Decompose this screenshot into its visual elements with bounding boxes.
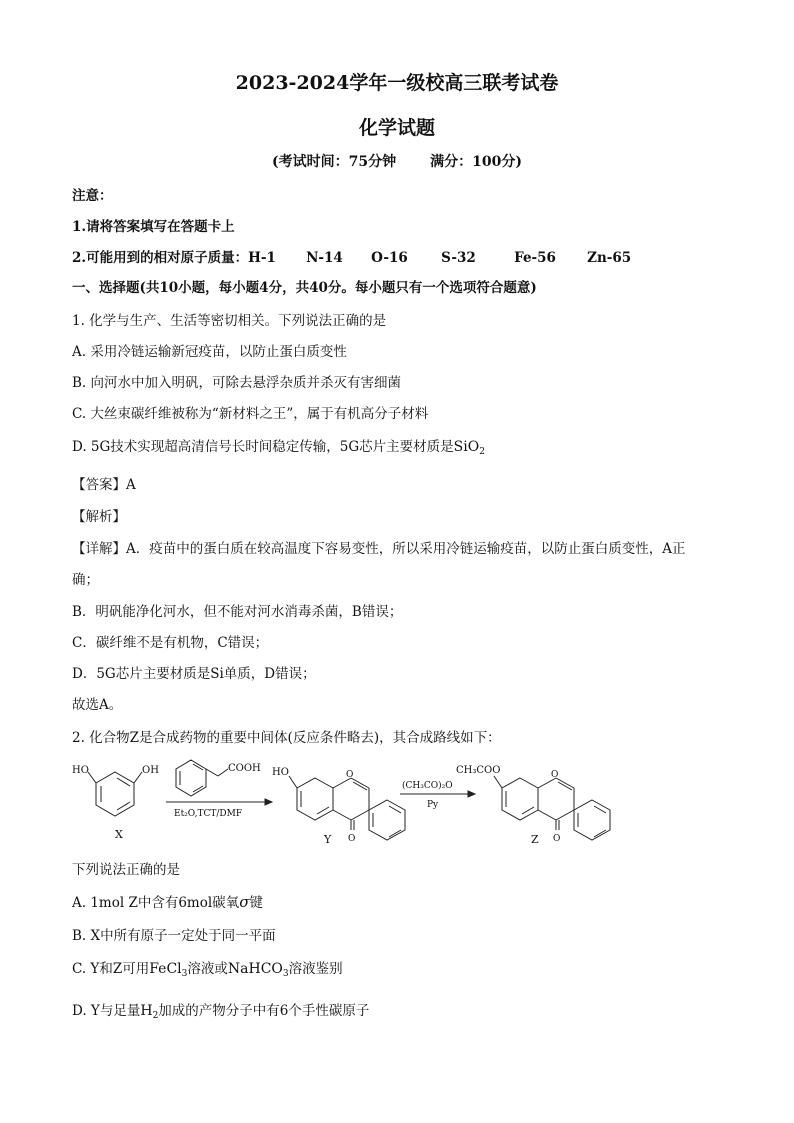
q2-option-a: A. 1mol Z中含有6mol碳氧σ键: [72, 893, 263, 911]
notes-heading: 注意：: [72, 188, 113, 204]
q1-detail-b: B．明矾能净化河水，但不能对河水消毒杀菌，B错误；: [72, 604, 403, 620]
subject-title: 化学试题: [358, 117, 435, 139]
sigma-symbol: σ: [239, 893, 250, 911]
mass-n: N-14: [306, 250, 343, 266]
q1-detail-c: C．碳纤维不是有机物，C错误；: [72, 635, 269, 651]
z-ring-oxygen: O: [551, 770, 559, 780]
mass-s: S-32: [441, 250, 476, 266]
reagent-2: (CH₃CO)₂O: [402, 781, 453, 791]
q1-option-d: D. 5G技术实现超高清信号长时间稳定传输，5G芯片主要材质是SiO$_2$: [72, 439, 485, 457]
q1-detail-a-cont: 确；: [72, 572, 99, 588]
y-ring-oxygen: O: [346, 770, 354, 780]
mass-o: O-16: [371, 250, 408, 266]
reagent-1: Et₂O,TCT/DMF: [174, 809, 243, 819]
score-info: 满分：100分): [430, 154, 522, 170]
section-heading: 一、选择题(共10小题，每小题4分，共40分。每小题只有一个选项符合题意): [72, 280, 537, 296]
mass-fe: Fe-56: [514, 250, 556, 266]
x-oh-label: OH: [142, 765, 159, 776]
q1-option-c: C. 大丝束碳纤维被称为“新材料之王”，属于有机高分子材料: [72, 406, 429, 422]
fecl3-formula: FeCl$_3$: [149, 961, 188, 979]
mass-h: H-1: [248, 250, 276, 266]
q1-detail-d: D．5G芯片主要材质是Si单质，D错误；: [72, 666, 316, 682]
z-acetoxy-label: CH₃COO: [456, 765, 501, 776]
q2-option-c: C. Y和Z可用FeCl$_3$溶液或NaHCO$_3$溶液鉴别: [72, 961, 343, 979]
cooh-label: COOH: [228, 763, 261, 774]
q2-prompt: 下列说法正确的是: [72, 862, 180, 878]
q1-answer: 【答案】A: [72, 477, 136, 493]
exam-title: 2023-2024学年一级校高三联考试卷: [235, 72, 559, 94]
q2-stem: 2. 化合物Z是合成药物的重要中间体(反应条件略去)，其合成路线如下：: [72, 730, 501, 746]
x-ho-label: HO: [72, 765, 89, 776]
exam-meta: [0, 151, 794, 171]
nahco3-formula: NaHCO$_3$: [227, 961, 289, 979]
q1-stem: 1. 化学与生产、生活等密切相关。下列说法正确的是: [72, 313, 387, 329]
y-ho-label: HO: [272, 767, 289, 778]
q1-detail-a: 【详解】A．疫苗中的蛋白质在较高温度下容易变性，所以采用冷链运输疫苗，以防止蛋白质变性，A正: [72, 541, 686, 557]
label-y: Y: [324, 833, 332, 846]
z-keto-oxygen: O: [553, 834, 561, 844]
q1-conclusion: 故选A。: [72, 697, 123, 713]
label-x: X: [115, 828, 123, 841]
notes-item-2-label: 2.可能用到的相对原子质量：: [72, 250, 249, 266]
q2-option-d: D. Y与足量$H_2$加成的产物分子中有6个手性碳原子: [72, 1003, 370, 1021]
h2-formula: $H_2$: [140, 1003, 159, 1021]
q1-option-b: B. 向河水中加入明矾，可除去悬浮杂质并杀灭有害细菌: [72, 375, 402, 391]
label-z: Z: [531, 833, 539, 846]
notes-item-2: [72, 246, 631, 266]
q1-analysis: 【解析】: [72, 509, 126, 525]
x-benzene-ring: [96, 772, 134, 816]
sio2-formula: SiO$_2$: [453, 439, 485, 457]
notes-item-1: 1.请将答案填写在答题卡上: [72, 219, 235, 235]
y-keto-oxygen: O: [348, 834, 356, 844]
time-info: (考试时间：75分钟: [272, 154, 397, 170]
q2-option-b: B. X中所有原子一定处于同一平面: [72, 928, 276, 944]
reagent-2-base: Py: [427, 800, 439, 810]
q1-option-a: A. 采用冷链运输新冠疫苗，以防止蛋白质变性: [72, 344, 347, 360]
synthesis-scheme: [70, 758, 720, 850]
mass-zn: Zn-65: [587, 250, 632, 266]
